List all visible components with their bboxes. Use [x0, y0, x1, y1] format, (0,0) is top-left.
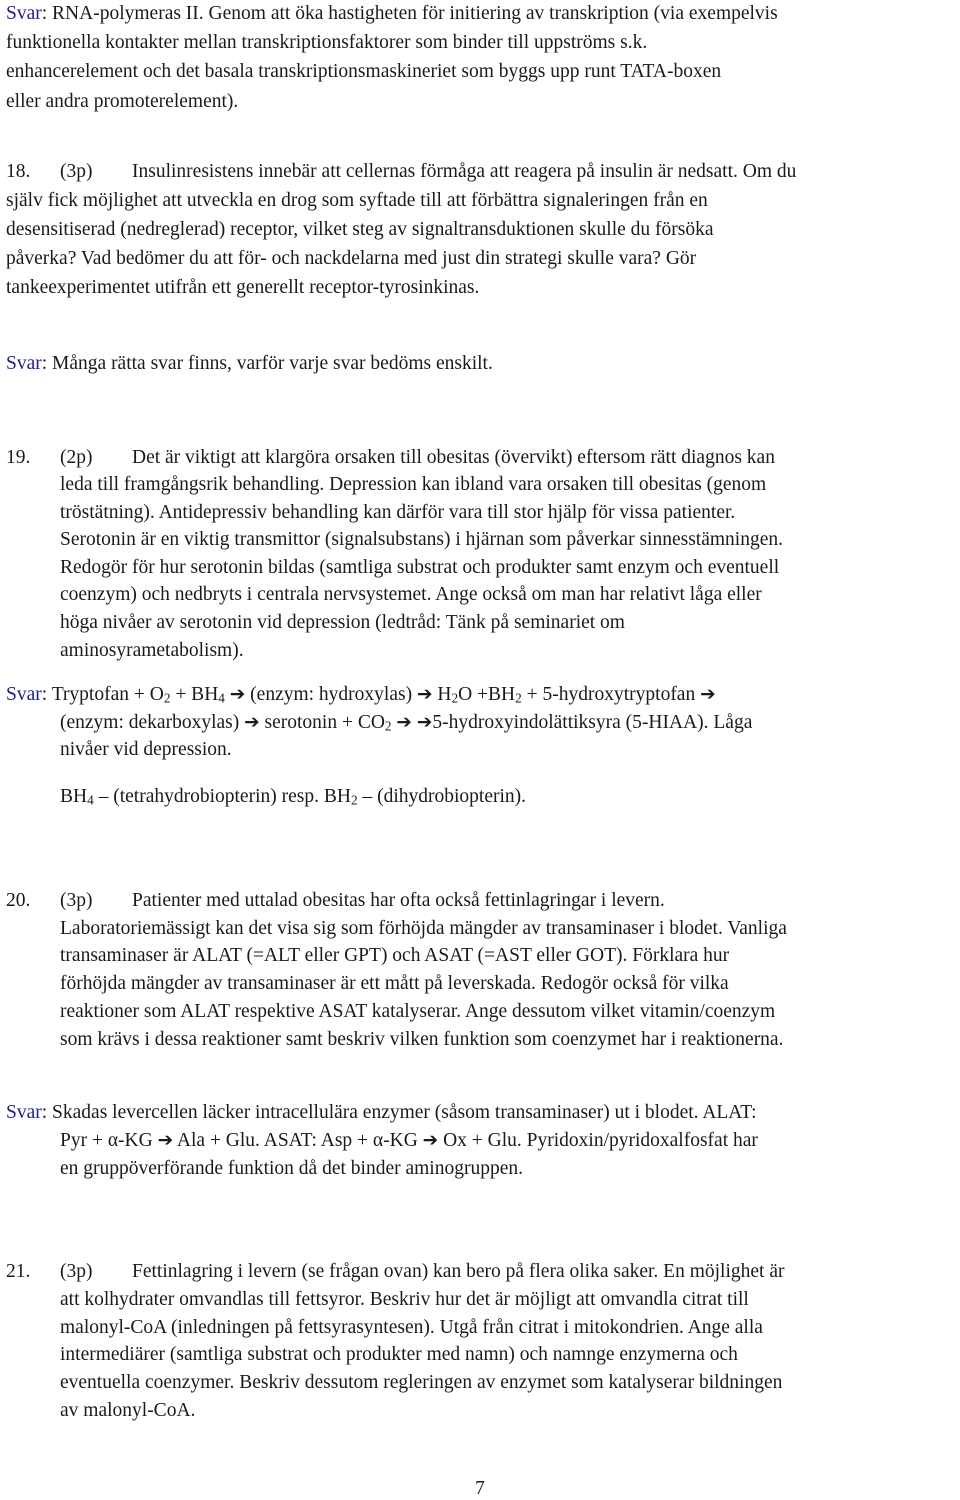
question-21-line-1: Fettinlagring i levern (se frågan ovan) kan bero på flera olika saker. En möjlighet är: [132, 1261, 785, 1282]
question-18-points: (3p): [60, 161, 93, 182]
arrow-right-icon: ➔: [157, 1130, 174, 1151]
arrow-right-icon: ➔: [416, 712, 433, 733]
answer-19-line-1: Svar: Tryptofan + O2 + BH4 ➔ (enzym: hydroxylas) ➔ H2O +BH2 + 5-hydroxytryptofan ➔: [6, 684, 716, 706]
answer-19-line-3: nivåer vid depression.: [60, 739, 232, 760]
answer-20-line-2: Pyr + α-KG ➔ Ala + Glu. ASAT: Asp + α-KG ➔ Ox + Glu. Pyridoxin/pyridoxalfosfat har: [60, 1130, 758, 1151]
svar-label: Svar: [6, 353, 42, 374]
question-21-line-6: av malonyl-CoA.: [60, 1400, 196, 1421]
question-20-line-2: Laboratoriemässigt kan det visa sig som förhöjda mängder av transaminaser i blodet. Vanliga: [60, 918, 787, 939]
question-19-line-6: coenzym) och nedbryts i centrala nervsystemet. Ange också om man har relativt låga eller: [60, 584, 762, 605]
question-21-line-5: eventuella coenzymer. Beskriv dessutom regleringen av enzymet som katalyserar bildningen: [60, 1372, 783, 1393]
question-20-points: (3p): [60, 890, 93, 911]
question-19-number: 19.: [6, 447, 31, 468]
answer-18: Svar: Många rätta svar finns, varför varje svar bedöms enskilt.: [6, 353, 493, 374]
question-21-line-2: att kolhydrater omvandlas till fettsyror. Beskriv hur det är möjligt att omvandla citrat till: [60, 1289, 749, 1310]
arrow-right-icon: ➔: [700, 684, 716, 705]
question-20-line-1: Patienter med uttalad obesitas har ofta också fettinlagringar i levern.: [132, 890, 665, 911]
question-19-line-7: höga nivåer av serotonin vid depression (ledtråd: Tänk på seminariet om: [60, 612, 625, 633]
question-19-line-5: Redogör för hur serotonin bildas (samtliga substrat och produkter samt enzym och eventuell: [60, 557, 780, 578]
question-18-line-1: Insulinresistens innebär att cellernas förmåga att reagera på insulin är nedsatt. Om du: [132, 161, 797, 182]
answer-17-line-2: funktionella kontakter mellan transkriptionsfaktorer som binder till uppströms s.k.: [6, 32, 648, 53]
arrow-right-icon: ➔: [244, 712, 260, 733]
question-19-line-1: Det är viktigt att klargöra orsaken till obesitas (övervikt) eftersom rätt diagnos kan: [132, 447, 775, 468]
question-18-line-2: själv fick möjlighet att utveckla en drog som syftade till att förbättra signaleringen från en: [6, 190, 708, 211]
page-number: 7: [475, 1478, 485, 1499]
answer-17-line-4: eller andra promoterelement).: [6, 91, 239, 112]
question-18-line-3: desensitiserad (nedreglerad) receptor, vilket steg av signaltransduktionen skulle du försöka: [6, 219, 714, 240]
question-21-number: 21.: [6, 1261, 31, 1282]
question-20-line-5: reaktioner som ALAT respektive ASAT katalyserar. Ange dessutom vilket vitamin/coenzym: [60, 1001, 776, 1022]
question-18-number: 18.: [6, 161, 31, 182]
arrow-right-icon: ➔: [422, 1130, 439, 1151]
question-19-line-4: Serotonin är en viktig transmittor (signalsubstans) i hjärnan som påverkar sinnesstämningen.: [60, 529, 783, 550]
arrow-right-icon: ➔: [416, 684, 433, 705]
question-20-line-6: som krävs i dessa reaktioner samt beskriv vilken funktion som coenzymet har i reaktionerna.: [60, 1029, 784, 1050]
answer-17-line-1: Svar: RNA-polymeras II. Genom att öka hastigheten för initiering av transkription (via exempelvis: [6, 3, 778, 24]
svar-label: Svar: [6, 3, 42, 24]
question-20-number: 20.: [6, 890, 31, 911]
svar-label: Svar: [6, 1102, 42, 1123]
question-20-line-4: förhöjda mängder av transaminaser är ett mått på leverskada. Redogör också för vilka: [60, 973, 729, 994]
question-21-line-3: malonyl-CoA (inledningen på fettsyrasyntesen). Utgå från citrat i mitokondrien. Ange alla: [60, 1317, 763, 1338]
answer-19-line-4: BH4 – (tetrahydrobiopterin) resp. BH2 – (dihydrobiopterin).: [60, 786, 527, 808]
question-18-line-5: tankeexperimentet utifrån ett generellt receptor-tyrosinkinas.: [6, 277, 480, 298]
answer-19-line-2: (enzym: dekarboxylas) ➔ serotonin + CO2 ➔ ➔5-hydroxyindolättiksyra (5-HIAA). Låga: [60, 712, 753, 734]
question-19-line-3: tröstätning). Antidepressiv behandling kan därför vara till stor hjälp för vissa patienter.: [60, 502, 736, 523]
question-19-line-8: aminosyrametabolism).: [60, 640, 244, 661]
answer-20-line-1: Svar: Skadas levercellen läcker intracellulära enzymer (såsom transaminaser) ut i blodet. ALAT:: [6, 1102, 757, 1123]
question-21-line-4: intermediärer (samtliga substrat och produkter med namn) och namnge enzymerna och: [60, 1344, 738, 1365]
svar-label: Svar: [6, 684, 42, 705]
question-19-points: (2p): [60, 447, 93, 468]
question-21-points: (3p): [60, 1261, 93, 1282]
question-19-line-2: leda till framgångsrik behandling. Depression kan ibland vara orsaken till obesitas (genom: [60, 474, 767, 495]
arrow-right-icon: ➔: [396, 712, 412, 733]
arrow-right-icon: ➔: [229, 684, 246, 705]
answer-20-line-3: en gruppöverförande funktion då det binder aminogruppen.: [60, 1158, 523, 1179]
question-20-line-3: transaminaser är ALAT (=ALT eller GPT) och ASAT (=AST eller GOT). Förklara hur: [60, 945, 730, 966]
answer-17-line-3: enhancerelement och det basala transkriptionsmaskineriet som byggs upp runt TATA-boxen: [6, 61, 722, 82]
question-18-line-4: påverka? Vad bedömer du att för- och nackdelarna med just din strategi skulle vara? Gör: [6, 248, 697, 269]
